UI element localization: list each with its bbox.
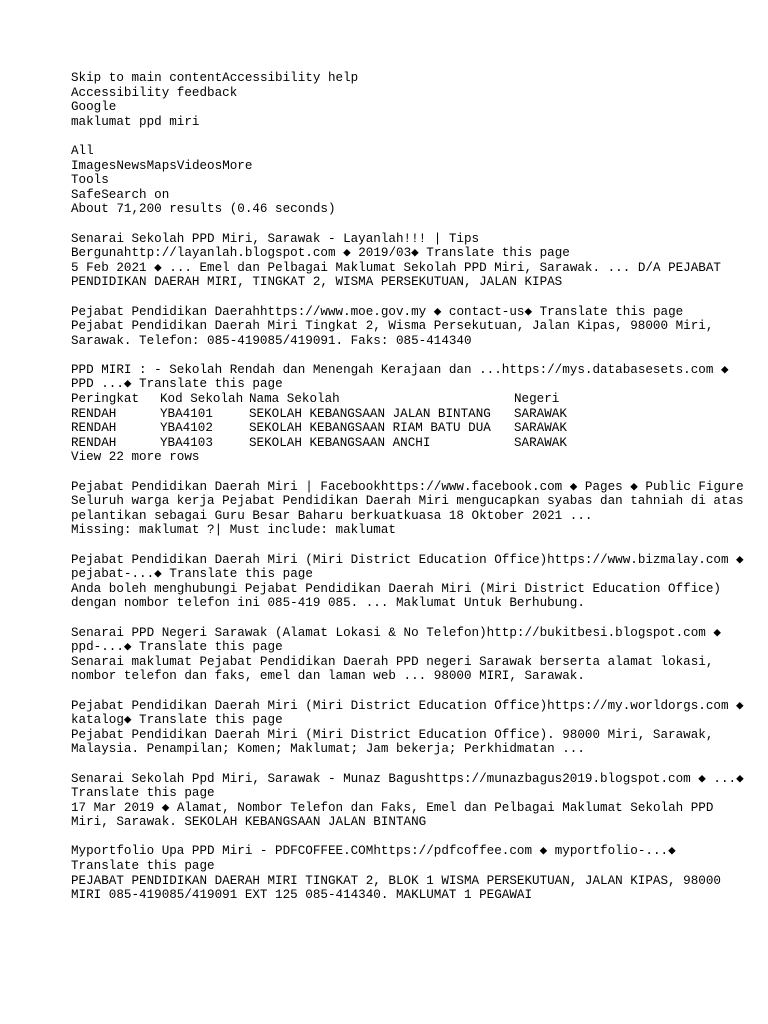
table-cell: SARAWAK [514, 435, 567, 450]
result-url-link[interactable]: https://munazbagus2019.blogspot.com ◆ ... [426, 771, 737, 786]
result-snippet: PEJABAT PENDIDIKAN DAERAH MIRI TINGKAT 2, BLOK 1 WISMA PERSEKUTUAN, JALAN KIPAS, 98000 MIRI 085-419085/419091 EXT 125 085-414340. MAKLUMAT 1 PEGAWAI [71, 873, 729, 903]
table-cell: SEKOLAH KEBANGSAAN RIAM BATU DUA [249, 421, 491, 436]
result-url-link[interactable]: https://www.facebook.com ◆ Pages ◆ Public Figure [380, 479, 744, 494]
table-cell: YBA4102 [160, 421, 213, 436]
header-links [71, 71, 751, 86]
search-tabs [71, 159, 751, 174]
skip-to-main-link[interactable]: Skip to main content [71, 71, 223, 85]
table-cell: RENDAH [71, 421, 117, 436]
result-stats: About 71,200 results (0.46 seconds) [71, 202, 336, 217]
result-title-link[interactable]: Myportfolio Upa PPD Miri - PDFCOFFEE.COM [71, 844, 374, 859]
search-result [71, 626, 751, 655]
tab-all[interactable]: All [71, 143, 94, 158]
search-input[interactable]: maklumat ppd miri [71, 114, 200, 129]
google-logo[interactable]: Google [71, 100, 117, 115]
search-result [71, 772, 751, 801]
result-table [71, 392, 567, 450]
tab-images[interactable]: Images [71, 158, 117, 173]
result-snippet: Pejabat Pendidikan Daerah Miri (Miri District Education Office). 98000 Miri, Sarawak, Malaysia. Penampilan; Komen; Maklumat; Jam bekerja; Perkhidmatan ... [71, 727, 721, 757]
table-cell: YBA4101 [160, 406, 213, 421]
result-title-link[interactable]: Senarai PPD Negeri Sarawak (Alamat Lokasi & No Telefon) [71, 625, 487, 640]
search-page [71, 71, 751, 903]
accessibility-help-link[interactable]: Accessibility help [222, 71, 359, 85]
table-row [71, 407, 567, 422]
result-title-link[interactable]: Pejabat Pendidikan Daerah Miri (Miri District Education Office) [71, 698, 548, 713]
table-row [71, 436, 567, 451]
tools-button[interactable]: Tools [71, 173, 109, 188]
missing-terms: Missing: maklumat ?| Must include: maklumat [71, 523, 396, 538]
translate-link[interactable]: ◆ Translate this page [154, 567, 313, 582]
result-snippet: 5 Feb 2021 ◆ ... Emel dan Pelbagai Maklumat Sekolah PPD Miri, Sarawak. ... D/A PEJABAT PENDIDIKAN DAERAH MIRI, TINGKAT 2, WISMA PERSEKUTUAN, JALAN KIPAS [71, 260, 729, 290]
result-snippet: Anda boleh menghubungi Pejabat Pendidikan Daerah Miri (Miri District Education Office) dengan nombor telefon ini 085-419 085. ... Maklumat Untuk Berhubung. [71, 581, 729, 611]
search-result [71, 305, 751, 320]
search-result [71, 232, 751, 261]
table-header: Negeri [514, 392, 560, 407]
result-title-link[interactable]: Pejabat Pendidikan Daerah [71, 304, 260, 319]
table-header: Peringkat [71, 392, 140, 407]
search-result [71, 553, 751, 582]
accessibility-feedback-link[interactable]: Accessibility feedback [71, 85, 238, 100]
result-url-link[interactable]: ttp://layanlah.blogspot.com ◆ 2019/03 [131, 246, 412, 261]
result-snippet: Pejabat Pendidikan Daerah Miri Tingkat 2, Wisma Persekutuan, Jalan Kipas, 98000 Miri, Sarawak. Telefon: 085-419085/419091. Faks: 085-414340 [71, 319, 721, 348]
result-url-link[interactable]: https://pdfcoffee.com ◆ myportfolio-... [373, 844, 669, 859]
translate-link[interactable]: ◆ Translate this page [71, 771, 752, 801]
result-title-link[interactable]: Pejabat Pendidikan Daerah Miri (Miri District Education Office) [71, 552, 548, 567]
search-result [71, 844, 751, 873]
search-result [71, 699, 751, 728]
result-title-link[interactable]: Senarai Sekolah PPD Miri, Sarawak - Layanlah!!! | Tips Bergunah [71, 231, 487, 261]
result-url-link[interactable]: https://www.bizmalay.com ◆ pejabat-... [71, 552, 752, 582]
search-result [71, 480, 751, 495]
result-url-link[interactable]: https://my.worldorgs.com ◆ katalog [71, 698, 752, 728]
table-cell: SEKOLAH KEBANGSAAN JALAN BINTANG [249, 406, 491, 421]
view-more-rows-link[interactable]: View 22 more rows [71, 450, 200, 465]
table-cell: SARAWAK [514, 421, 567, 436]
result-snippet: Senarai maklumat Pejabat Pendidikan Daerah PPD negeri Sarawak berserta alamat lokasi, nombor telefon dan faks, emel dan laman web ... 98000 MIRI, Sarawak. [71, 654, 721, 684]
table-cell: RENDAH [71, 406, 117, 421]
table-cell: SARAWAK [514, 406, 567, 421]
tab-news[interactable]: News [116, 158, 147, 173]
result-title-link[interactable]: Pejabat Pendidikan Daerah Miri | Facebook [71, 479, 381, 494]
translate-link[interactable]: ◆ Translate this page [123, 377, 283, 392]
result-url-link[interactable]: https://mys.databasesets.com ◆ PPD ... [71, 362, 737, 392]
safesearch-toggle[interactable]: SafeSearch on [71, 187, 170, 202]
tab-videos[interactable]: Videos [176, 158, 223, 173]
translate-link[interactable]: ◆ Translate this page [411, 246, 570, 261]
result-title-link[interactable]: Senarai Sekolah Ppd Miri, Sarawak - Munaz Bagus [71, 771, 427, 786]
tab-more[interactable]: More [222, 158, 253, 173]
translate-link[interactable]: ◆ Translate this page [71, 844, 684, 874]
search-result [71, 363, 751, 392]
table-cell: YBA4103 [160, 435, 213, 450]
result-snippet: 17 Mar 2019 ◆ Alamat, Nombor Telefon dan Faks, Emel dan Pelbagai Maklumat Sekolah PPD Miri, Sarawak. SEKOLAH KEBANGSAAN JALAN BINTANG [71, 800, 721, 830]
table-row [71, 421, 567, 436]
table-cell: RENDAH [71, 435, 117, 450]
result-url-link[interactable]: http://bukitbesi.blogspot.com ◆ ppd-... [71, 625, 729, 655]
result-snippet: Seluruh warga kerja Pejabat Pendidikan Daerah Miri mengucapkan syabas dan tahniah di atas pelantikan sebagai Guru Besar Baharu berkuatkuasa 18 Oktober 2021 ... [71, 494, 752, 523]
table-cell: SEKOLAH KEBANGSAAN ANCHI [249, 435, 431, 450]
table-header: Nama Sekolah [249, 392, 340, 407]
translate-link[interactable]: ◆ Translate this page [123, 713, 283, 728]
translate-link[interactable]: ◆ Translate this page [123, 640, 283, 655]
translate-link[interactable]: ◆ Translate this page [524, 304, 684, 319]
result-url-link[interactable]: https://www.moe.gov.my ◆ contact-us [259, 304, 525, 319]
table-header-row [71, 392, 567, 407]
result-title-link[interactable]: PPD MIRI : - Sekolah Rendah dan Menengah Kerajaan dan ... [71, 362, 502, 377]
table-header: Kod Sekolah [160, 392, 244, 407]
tab-maps[interactable]: Maps [146, 158, 177, 173]
